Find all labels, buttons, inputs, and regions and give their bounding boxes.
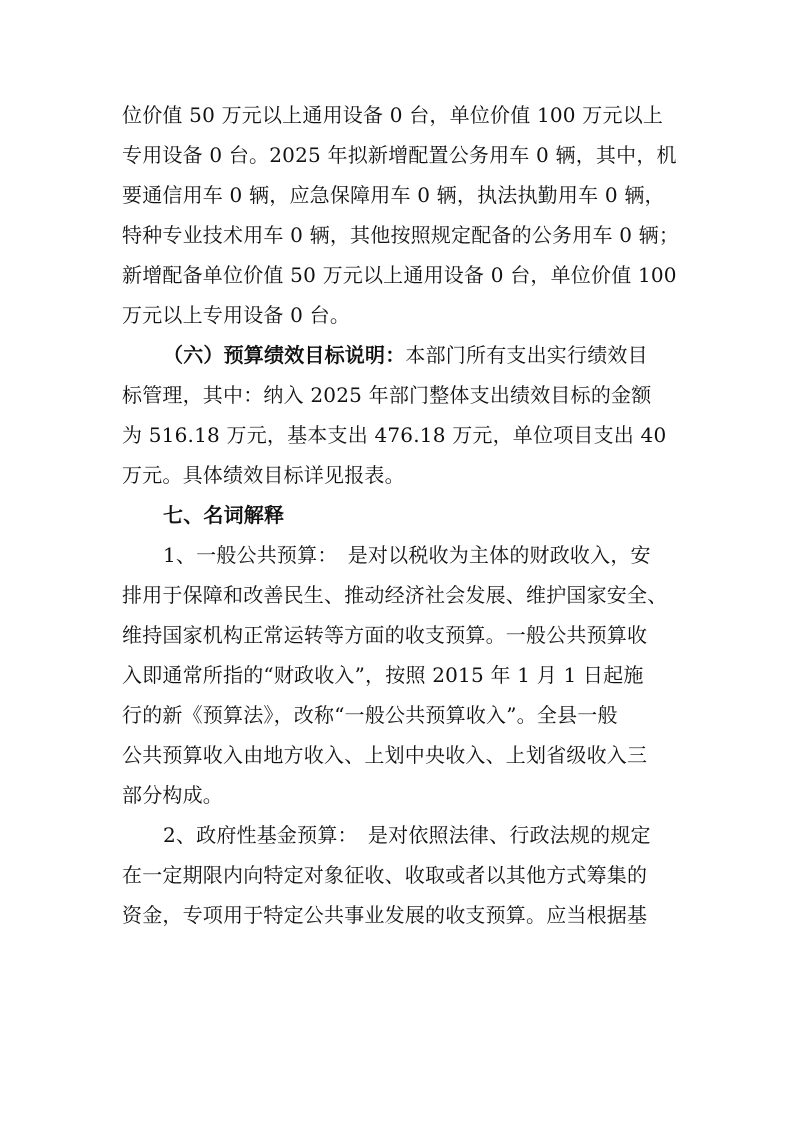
text-line: 1、一般公共预算： 是对以税收为主体的财政收入，安 xyxy=(163,543,651,567)
text-line: 位价值 50 万元以上通用设备 0 台，单位价值 100 万元以上 xyxy=(122,103,664,127)
text-line: 新增配备单位价值 50 万元以上通用设备 0 台，单位价值 100 xyxy=(122,263,677,287)
text-line: 在一定期限内向特定对象征收、收取或者以其他方式筹集的 xyxy=(122,863,648,887)
text-line: 公共预算收入由地方收入、上划中央收入、上划省级收入三 xyxy=(122,743,648,767)
text-line: 2、政府性基金预算： 是对依照法律、行政法规的规定 xyxy=(163,823,651,847)
text-line: 入即通常所指的“财政收入”，按照 2015 年 1 月 1 日起施 xyxy=(122,663,644,687)
text-line: 万元。具体绩效目标详见报表。 xyxy=(122,463,405,487)
text-line: 行的新《预算法》，改称“一般公共预算收入”。全县一般 xyxy=(122,703,618,727)
text-line: 为 516.18 万元，基本支出 476.18 万元，单位项目支出 40 xyxy=(122,423,667,447)
text-line: 资金，专项用于特定公共事业发展的收支预算。应当根据基 xyxy=(122,903,648,927)
text-line: 排用于保障和改善民生、推动经济社会发展、维护国家安全、 xyxy=(122,583,668,607)
subsection-heading: （六）预算绩效目标说明： xyxy=(163,343,406,367)
text-line: 标管理，其中：纳入 2025 年部门整体支出绩效目标的金额 xyxy=(122,383,652,407)
text-line: 专用设备 0 台。2025 年拟新增配置公务用车 0 辆，其中，机 xyxy=(122,143,677,167)
text-line: 万元以上专用设备 0 台。 xyxy=(122,303,351,327)
text-line: 特种专业技术用车 0 辆，其他按照规定配备的公务用车 0 辆； xyxy=(122,223,680,247)
text-span: 本部门所有支出实行绩效目 xyxy=(405,343,648,367)
text-line: 要通信用车 0 辆，应急保障用车 0 辆，执法执勤用车 0 辆， xyxy=(122,183,665,207)
text-line: 维持国家机构正常运转等方面的收支预算。一般公共预算收 xyxy=(122,623,648,647)
text-line: 部分构成。 xyxy=(122,783,223,807)
section-title: 七、名词解释 xyxy=(163,503,285,527)
paragraph-first-line xyxy=(163,341,648,369)
